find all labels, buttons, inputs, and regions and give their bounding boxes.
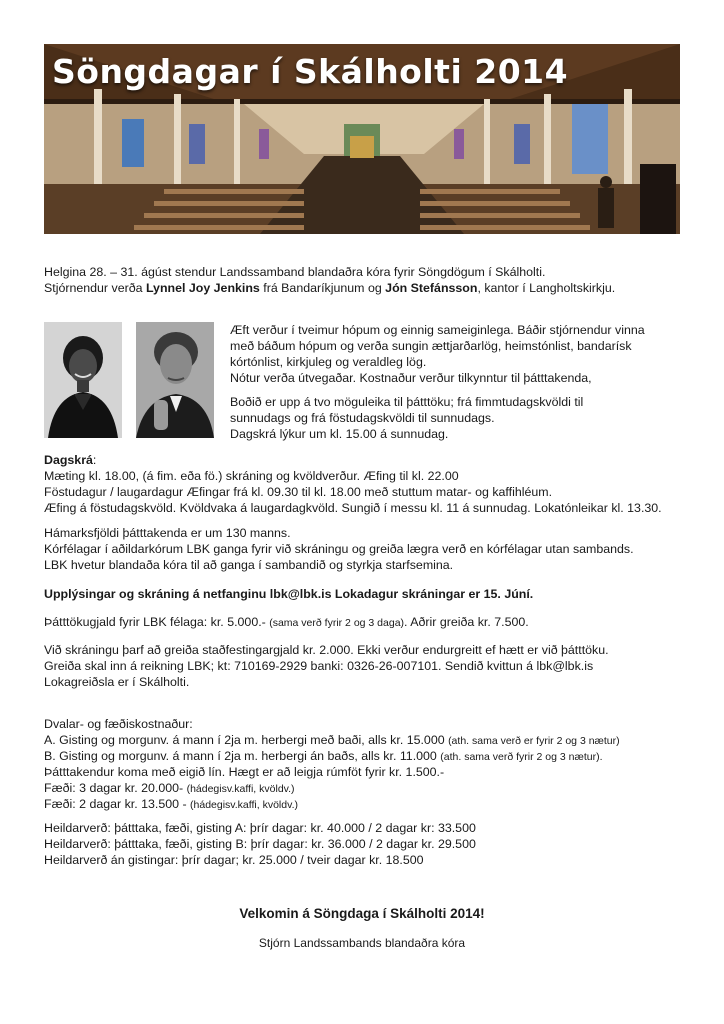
payment-line: Lokagreiðsla er í Skálholti. (44, 675, 190, 689)
schedule-line: Æfing á föstudagskvöld. Kvöldvaka á laugardagkvöld. Sungið í messu kl. 11 á sunnudag. Lokatónleikar kl. 13.30. (44, 501, 662, 515)
description-line: með báðum hópum og verða sungin ættjarðarlög, heimstónlist, bandarísk (230, 339, 632, 353)
description-line: kórtónlist, kirkjuleg og veraldleg lög. (230, 355, 427, 369)
members-line: LBK hvetur blandaða kóra til að ganga í sambandið og styrkja starfsemina. (44, 558, 454, 572)
description-line: Boðið er upp á tvo möguleika til þátttöku; frá fimmtudagskvöldi til (230, 395, 584, 409)
description-line: Dagskrá lýkur um kl. 15.00 á sunnudag. (230, 427, 449, 441)
cost-option-a: A. Gisting og morgunv. á mann í 2ja m. herbergi með baði, alls kr. 15.000 (ath. sama verð er fyrir 2 og 3 nætur) (44, 733, 620, 747)
intro-line-1: Helgina 28. – 31. ágúst stendur Landssamband blandaðra kóra fyrir Söngdögum í Skálholti. (44, 265, 546, 279)
conductor-photo-2 (136, 322, 214, 438)
total-price-line: Heildarverð: þátttaka, fæði, gisting A: þrír dagar: kr. 40.000 / 2 dagar kr: 33.500 (44, 821, 476, 835)
description-line: Æft verður í tveimur hópum og einnig sameiginlega. Báðir stjórnendur vinna (230, 323, 645, 337)
linens-note: Þátttakendur koma með eigið lín. Hægt er að leigja rúmföt fyrir kr. 1.500.- (44, 765, 445, 779)
total-price-line: Heildarverð: þátttaka, fæði, gisting B: þrír dagar: kr. 36.000 / 2 dagar kr. 29.500 (44, 837, 476, 851)
welcome-message: Velkomin á Söngdaga í Skálholti 2014! (239, 906, 485, 921)
schedule-heading: Dagskrá: (44, 453, 97, 467)
conductor-name-2: Jón Stefánsson (385, 281, 478, 295)
registration-info: Upplýsingar og skráning á netfanginu lbk@lbk.is Lokadagur skráningar er 15. Júní. (44, 587, 534, 601)
total-price-line: Heildarverð án gistingar: þrír dagar; kr. 25.000 / tveir dagar kr. 18.500 (44, 853, 424, 867)
members-line: Kórfélagar í aðildarkórum LBK ganga fyrir við skráningu og greiða lægra verð en kórfélagar utan sambands. (44, 542, 634, 556)
food-3-days: Fæði: 3 dagar kr. 20.000- (hádegisv.kaffi, kvöldv.) (44, 781, 295, 795)
description-line: sunnudags og frá föstudagskvöldi til sunnudags. (230, 411, 495, 425)
signature: Stjórn Landssambands blandaðra kóra (258, 936, 466, 950)
description-line: Nótur verða útvegaðar. Kostnaður verður tilkynntur til þátttakenda, (230, 371, 592, 385)
intro-line-2: Stjórnendur verða Lynnel Joy Jenkins frá Bandaríkjunum og Jón Stefánsson, kantor í Langholtskirkju. (44, 281, 616, 295)
payment-line: Greiða skal inn á reikning LBK; kt: 710169-2929 banki: 0326-26-007101. Sendið kvittun á lbk@lbk.is (44, 659, 594, 673)
banner-image (44, 44, 680, 234)
participation-fee: Þátttökugjald fyrir LBK félaga: kr. 5.000.- (sama verð fyrir 2 og 3 daga). Aðrir greiða kr. 7.500. (44, 615, 529, 629)
cost-option-b: B. Gisting og morgunv. á mann í 2ja m. herbergi án baðs, alls kr. 11.000 (ath. sama verð fyrir 2 og 3 nætur). (44, 749, 603, 763)
members-line: Hámarksfjöldi þátttakenda er um 130 manns. (44, 526, 291, 540)
conductor-photo-1 (44, 322, 122, 438)
schedule-line: Föstudagur / laugardagur Æfingar frá kl. 09.30 til kl. 18.00 með stuttum matar- og kaffihléum. (44, 485, 553, 499)
conductor-name-1: Lynnel Joy Jenkins (145, 281, 260, 295)
schedule-line: Mæting kl. 18.00, (á fim. eða fö.) skráning og kvöldverður. Æfing til kl. 22.00 (44, 469, 459, 483)
costs-heading: Dvalar- og fæðiskostnaður: (44, 717, 193, 731)
food-2-days: Fæði: 2 dagar kr. 13.500 - (hádegisv.kaffi, kvöldv.) (44, 797, 298, 811)
payment-line: Við skráningu þarf að greiða staðfestingargjald kr. 2.000. Ekki verður endurgreitt ef hætt er við þátttöku. (44, 643, 609, 657)
banner-title: Söngdagar í Skálholti 2014 (52, 52, 569, 91)
